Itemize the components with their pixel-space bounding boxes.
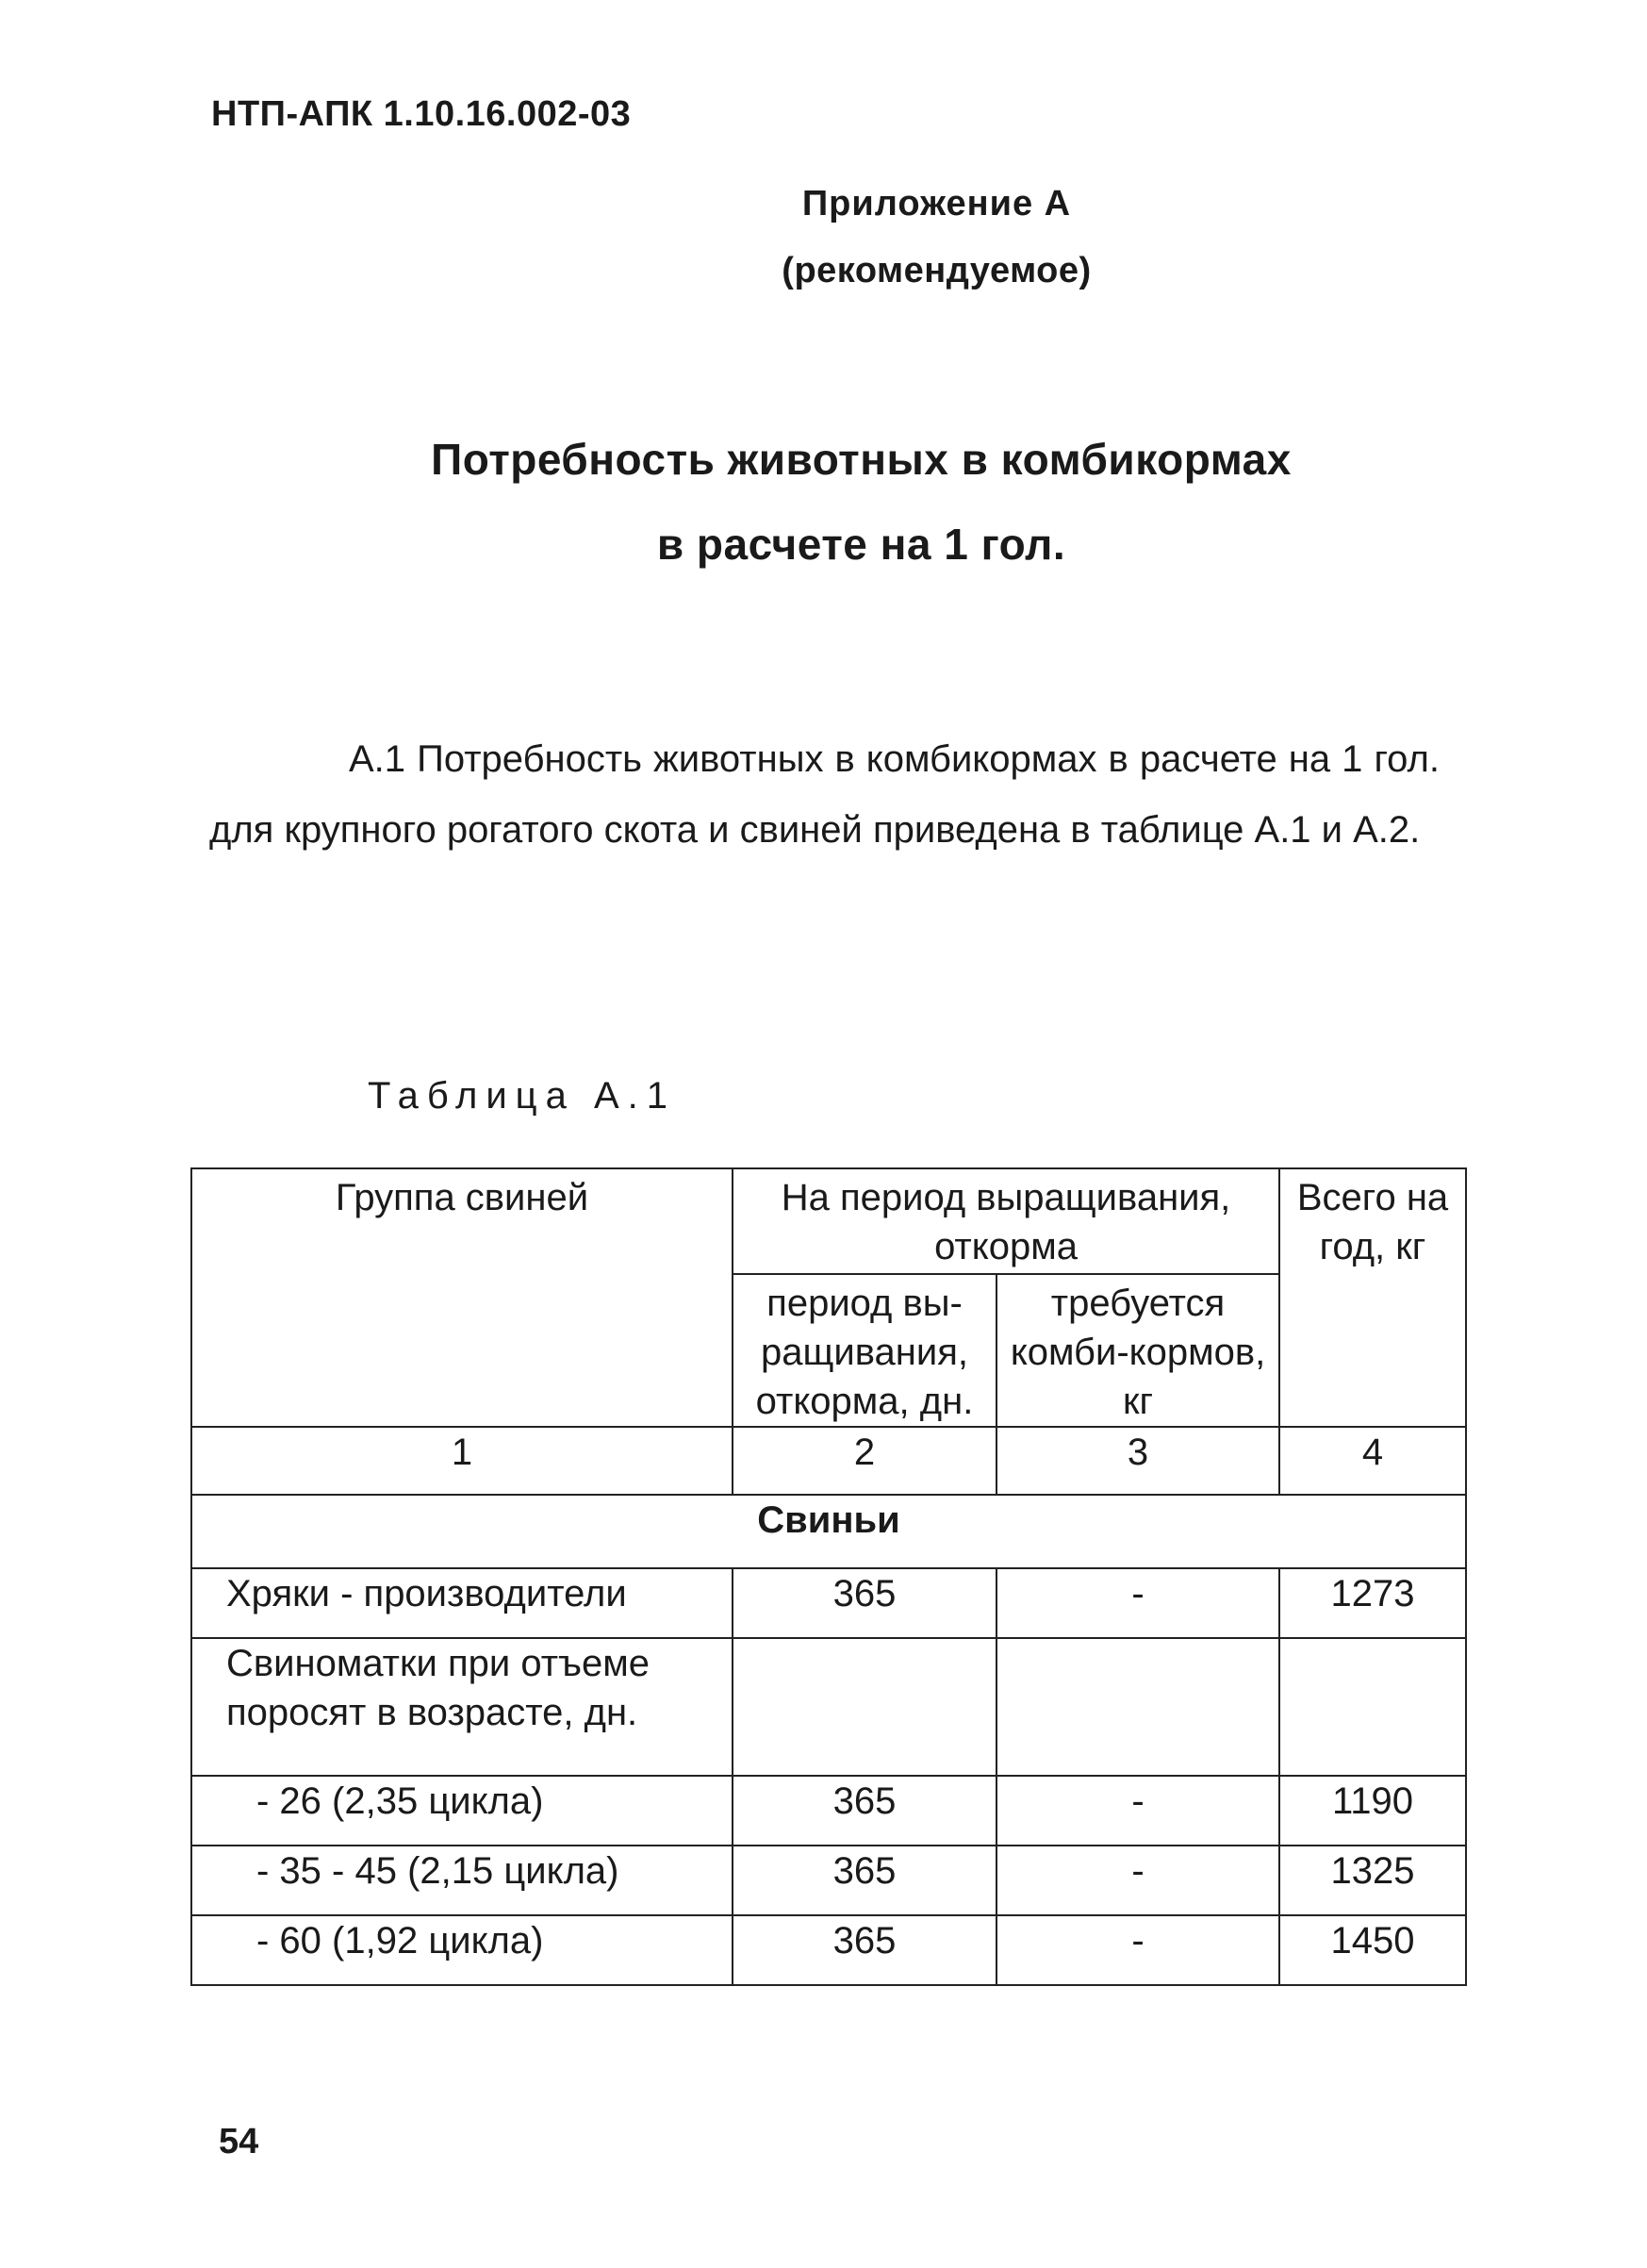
row-period: 365 — [733, 1846, 996, 1915]
header-period-days: период вы-ращивания, откорма, дн. — [733, 1274, 996, 1427]
row-period: 365 — [733, 1776, 996, 1846]
table-row — [191, 1915, 1466, 1985]
row-total: 1325 — [1279, 1846, 1466, 1915]
page-number: 54 — [219, 2122, 259, 2161]
row-name: - 35 - 45 (2,15 цикла) — [191, 1846, 733, 1915]
appendix-note: (рекомендуемое) — [782, 251, 1092, 290]
column-number: 1 — [191, 1427, 733, 1495]
row-feed — [996, 1638, 1279, 1776]
row-total: 1273 — [1279, 1568, 1466, 1638]
row-feed: - — [996, 1568, 1279, 1638]
table-row — [191, 1568, 1466, 1638]
header-pig-group: Группа свиней — [191, 1168, 733, 1427]
row-feed: - — [996, 1776, 1279, 1846]
row-period — [733, 1638, 996, 1776]
appendix-title: Приложение А — [801, 184, 1072, 223]
intro-paragraph-text: А.1 Потребность животных в комбикормах в расчете на 1 гол. для крупного рогатого скота и свиней приведена в таблице А.1 и А.2. — [209, 738, 1440, 851]
row-period: 365 — [733, 1568, 996, 1638]
column-number-row — [191, 1427, 1466, 1495]
row-name: - 26 (2,35 цикла) — [191, 1776, 733, 1846]
document-code: НТП-АПК 1.10.16.002-03 — [211, 94, 632, 134]
table-caption: Таблица А.1 — [368, 1075, 676, 1117]
row-name: Свиноматки при отъеме поросят в возрасте, дн. — [191, 1638, 733, 1776]
section-title: Свиньи — [191, 1495, 1466, 1568]
header-feed-required: требуется комби-кормов, кг — [996, 1274, 1279, 1427]
column-number: 4 — [1279, 1427, 1466, 1495]
row-total — [1279, 1638, 1466, 1776]
header-total-year: Всего на год, кг — [1279, 1168, 1466, 1427]
table-row — [191, 1776, 1466, 1846]
main-title-line-2: в расчете на 1 гол. — [656, 520, 1066, 569]
intro-paragraph — [209, 724, 1440, 866]
row-feed: - — [996, 1915, 1279, 1985]
column-number: 3 — [996, 1427, 1279, 1495]
row-total: 1190 — [1279, 1776, 1466, 1846]
row-name: Хряки - производители — [191, 1568, 733, 1638]
row-name: - 60 (1,92 цикла) — [191, 1915, 733, 1985]
header-period-group: На период выращивания, откорма — [733, 1168, 1279, 1274]
row-period: 365 — [733, 1915, 996, 1985]
feed-table — [190, 1167, 1467, 1986]
row-total: 1450 — [1279, 1915, 1466, 1985]
main-title-line-1: Потребность животных в комбикормах — [431, 435, 1292, 484]
table-row — [191, 1638, 1466, 1776]
section-row — [191, 1495, 1466, 1568]
row-feed: - — [996, 1846, 1279, 1915]
table-row — [191, 1846, 1466, 1915]
table-header-row — [191, 1168, 1466, 1274]
column-number: 2 — [733, 1427, 996, 1495]
